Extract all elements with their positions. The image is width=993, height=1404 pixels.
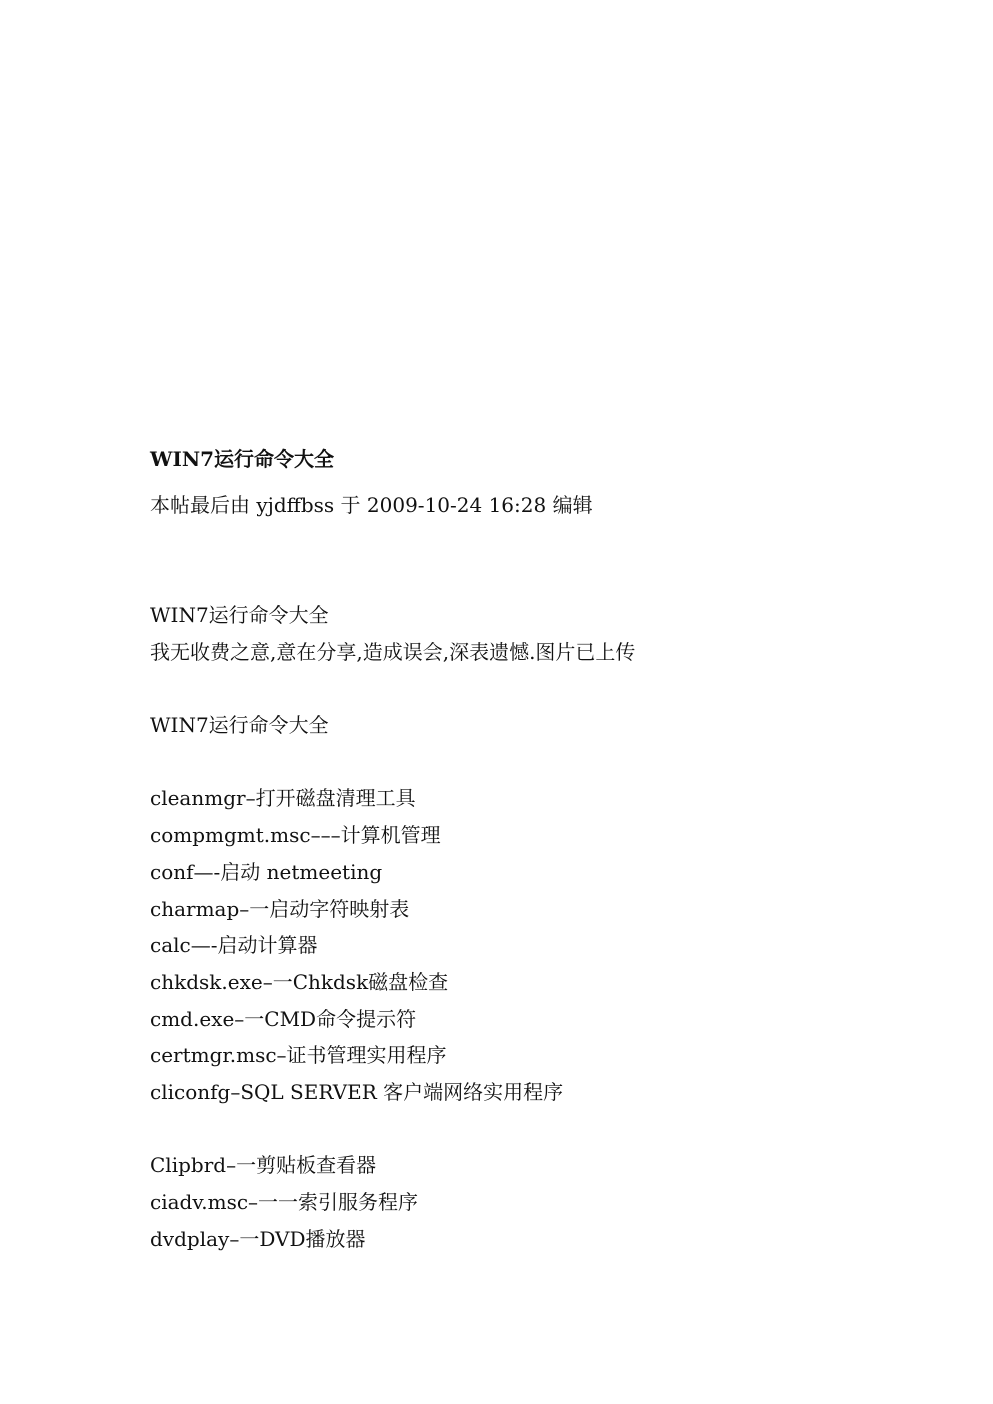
command-line: cleanmgr–打开磁盘清理工具 xyxy=(150,786,416,810)
section-heading-2: WIN7运行命令大全 xyxy=(150,713,329,737)
command-line: Clipbrd–一剪贴板查看器 xyxy=(150,1153,377,1177)
command-line: conf—-启动 netmeeting xyxy=(150,860,383,884)
disclaimer-text: 我无收费之意,意在分享,造成误会,深表遗憾.图片已上传 xyxy=(150,640,636,664)
command-line: certmgr.msc–证书管理实用程序 xyxy=(150,1043,447,1067)
command-line: cmd.exe–一CMD命令提示符 xyxy=(150,1007,417,1031)
command-line: ciadv.msc–一一索引服务程序 xyxy=(150,1190,419,1214)
section-heading: WIN7运行命令大全 xyxy=(150,603,329,627)
command-line: calc—-启动计算器 xyxy=(150,933,318,957)
command-line: charmap–一启动字符映射表 xyxy=(150,897,410,921)
edit-note: 本帖最后由 yjdffbss 于 2009-10-24 16:28 编辑 xyxy=(150,493,593,517)
command-line: chkdsk.exe–一Chkdsk磁盘检查 xyxy=(150,970,449,994)
command-line: dvdplay–一DVD播放器 xyxy=(150,1227,366,1251)
document-title: WIN7运行命令大全 xyxy=(150,447,335,471)
command-line: cliconfg–SQL SERVER 客户端网络实用程序 xyxy=(150,1080,564,1104)
command-line: compmgmt.msc–––计算机管理 xyxy=(150,823,441,847)
